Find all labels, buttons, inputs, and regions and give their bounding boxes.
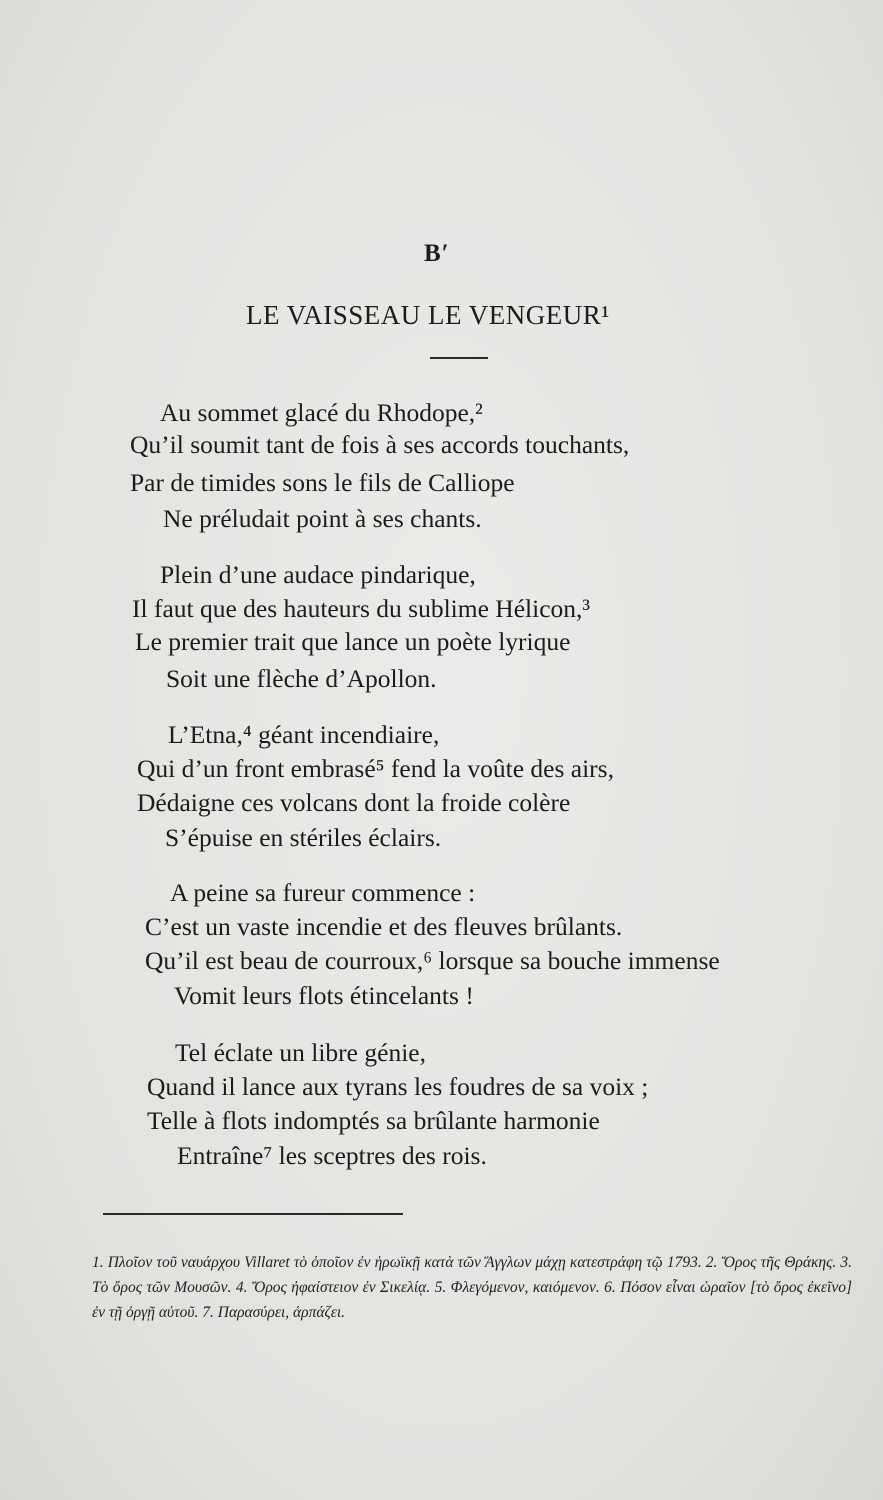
verse-line: Qu’il soumit tant de fois à ses accords touchants, xyxy=(130,430,630,459)
section-label: B′ xyxy=(424,240,450,267)
verse-line: Vomit leurs flots étincelants ! xyxy=(174,981,474,1010)
verse-line: Qui d’un front embrasé⁵ fend la voûte des airs, xyxy=(137,754,614,783)
verse-line: Qu’il est beau de courroux,⁶ lorsque sa bouche immense xyxy=(145,946,720,975)
verse-line: Le premier trait que lance un poète lyrique xyxy=(135,627,571,656)
verse-line: Telle à flots indomptés sa brûlante harmonie xyxy=(147,1106,600,1135)
poem-title: LE VAISSEAU LE VENGEUR¹ xyxy=(246,300,610,330)
verse-line: Soit une flèche d’Apollon. xyxy=(166,664,437,693)
verse-line: Dédaigne ces volcans dont la froide colère xyxy=(137,788,571,817)
verse-line: S’épuise en stériles éclairs. xyxy=(165,823,442,852)
title-underline xyxy=(430,357,488,359)
verse-line: Entraîne⁷ les sceptres des rois. xyxy=(177,1141,487,1170)
verse-line: Plein d’une audace pindarique, xyxy=(160,560,476,589)
verse-line: Quand il lance aux tyrans les foudres de sa voix ; xyxy=(147,1072,649,1101)
verse-line: Par de timides sons le fils de Calliope xyxy=(130,468,515,497)
verse-line: L’Etna,⁴ géant incendiaire, xyxy=(168,720,440,749)
verse-line: Au sommet glacé du Rhodope,² xyxy=(160,398,483,427)
verse-line: A peine sa fureur commence : xyxy=(170,878,476,907)
verse-line: Il faut que des hauteurs du sublime Hélicon,³ xyxy=(132,594,591,623)
footnote-separator xyxy=(103,1213,403,1215)
verse-line: C’est un vaste incendie et des fleuves brûlants. xyxy=(145,912,623,941)
verse-line: Tel éclate un libre génie, xyxy=(175,1038,426,1067)
verse-line: Ne préludait point à ses chants. xyxy=(163,504,482,533)
footnotes: 1. Πλοῖον τοῦ ναυάρχου Villaret τὸ ὁποῖον ἐν ἡρωϊκῇ κατὰ τῶν Ἄγγλων μάχῃ κατεστράφη τῷ 1793. 2. Ὄρος τῆς Θράκης. 3. Τὸ ὄρος τῶν Μουσῶν. 4. Ὄρος ἠφαίστειον ἐν Σικελίᾳ. 5. Φλεγόμενον, καιόμενον. 6. Πόσον εἶναι ὡραῖον [τὸ ὄρος ἐκεῖνο] ἐν τῇ ὀργῇ αὐτοῦ. 7. Παρασύρει, ἁρπάζει. xyxy=(92,1254,852,1321)
